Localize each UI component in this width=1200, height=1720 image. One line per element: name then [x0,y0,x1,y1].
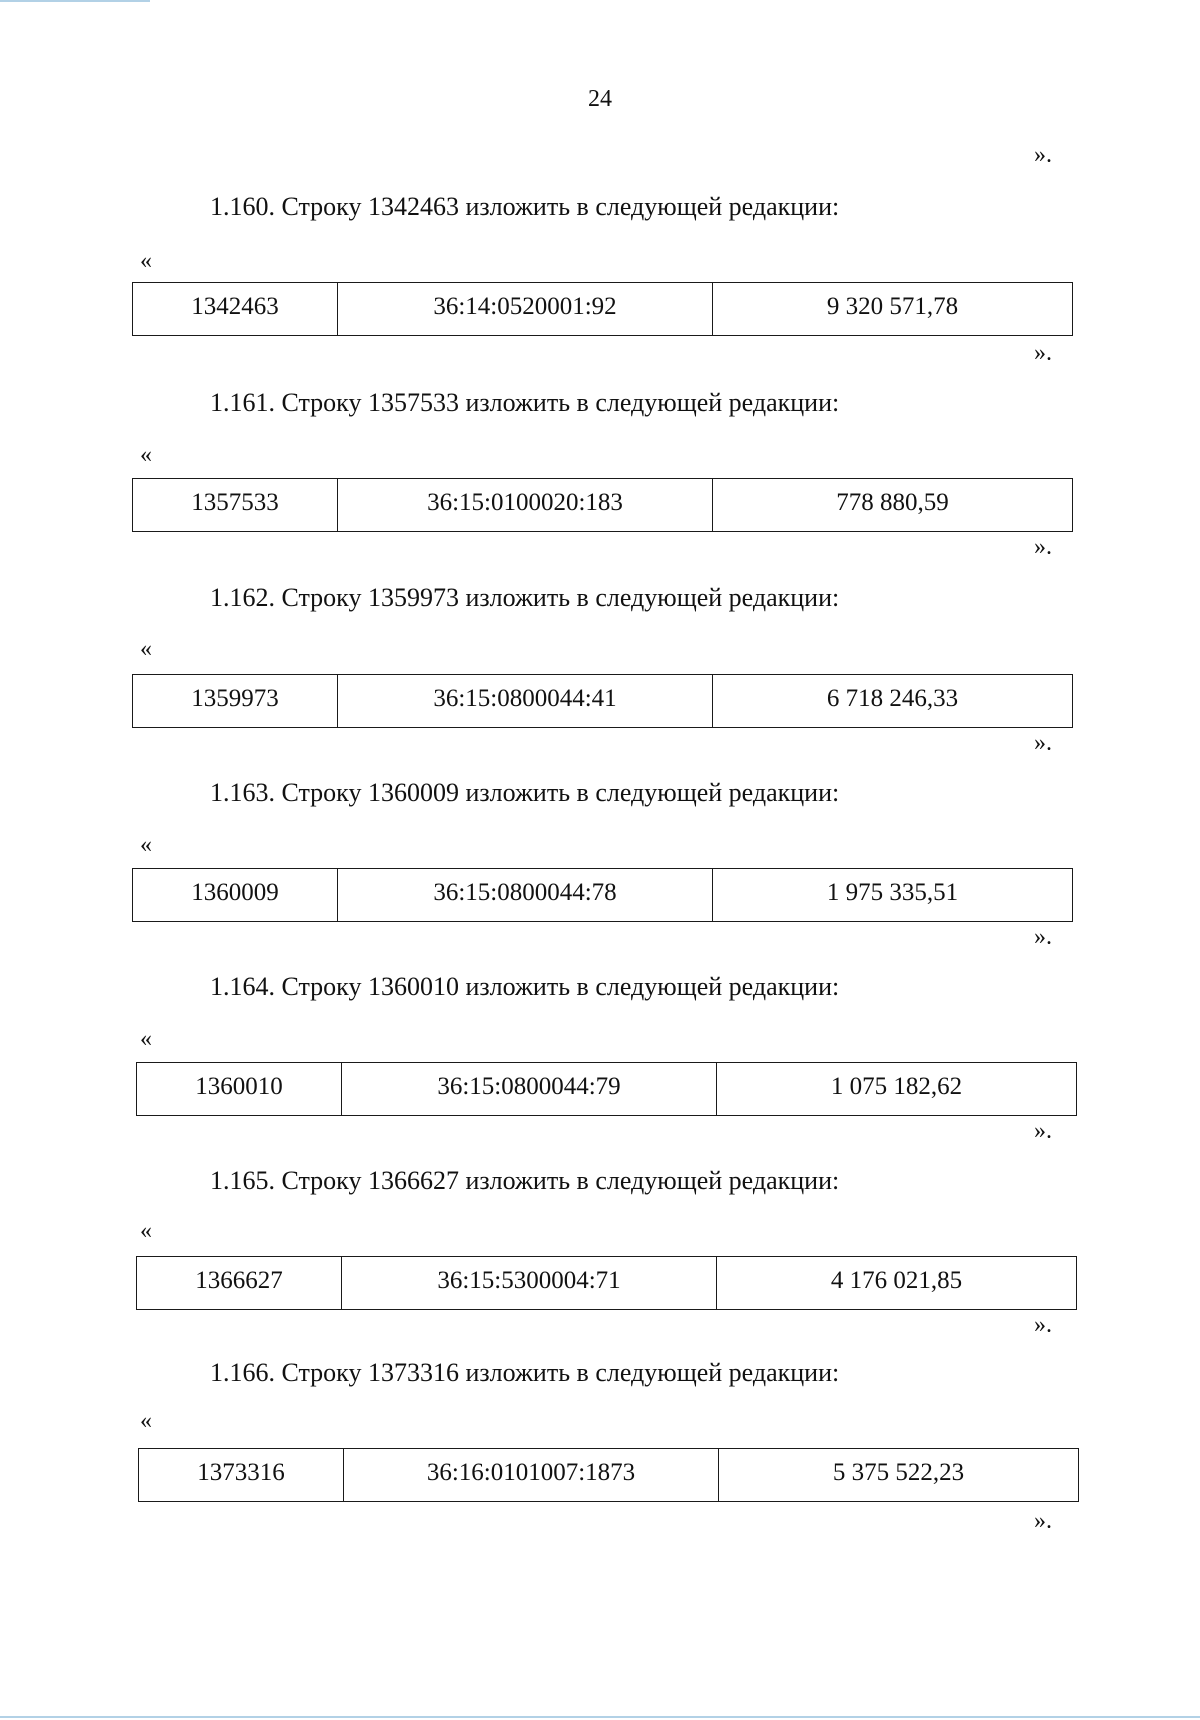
value-cell: 6 718 246,33 [713,675,1073,728]
value-cell: 1 975 335,51 [713,869,1073,922]
open-quote: « [140,248,152,274]
amendment-heading: 1.162. Строку 1359973 изложить в следующей редакции: [210,583,840,612]
amendment-heading: 1.160. Строку 1342463 изложить в следующей редакции: [210,192,840,221]
close-quote: ». [1034,1312,1052,1338]
table-row [133,479,1073,532]
open-quote: « [140,636,152,662]
amendment-table [132,868,1073,922]
amendment-heading: 1.164. Строку 1360010 изложить в следующей редакции: [210,972,840,1001]
open-quote: « [140,1218,152,1244]
close-quote: ». [1034,1508,1052,1534]
table-row [137,1063,1077,1116]
close-quote: ». [1034,730,1052,756]
amendment-heading: 1.161. Строку 1357533 изложить в следующей редакции: [210,388,840,417]
amendment-heading: 1.163. Строку 1360009 изложить в следующей редакции: [210,778,840,807]
amendment-table [136,1256,1077,1310]
row-number-cell: 1360010 [137,1063,342,1116]
cadastral-number-cell: 36:15:5300004:71 [342,1257,717,1310]
open-quote: « [140,1408,152,1434]
value-cell: 9 320 571,78 [713,283,1073,336]
row-number-cell: 1373316 [139,1449,344,1502]
amendment-table [136,1062,1077,1116]
amendment-heading: 1.166. Строку 1373316 изложить в следующей редакции: [210,1358,840,1387]
table-row [133,869,1073,922]
table-row [133,283,1073,336]
cadastral-number-cell: 36:14:0520001:92 [338,283,713,336]
row-number-cell: 1359973 [133,675,338,728]
row-number-cell: 1342463 [133,283,338,336]
table-row [133,675,1073,728]
amendment-table [138,1448,1079,1502]
row-number-cell: 1360009 [133,869,338,922]
close-quote: ». [1034,142,1052,168]
page-number: 24 [588,86,612,112]
table-row [139,1449,1079,1502]
value-cell: 4 176 021,85 [717,1257,1077,1310]
amendment-table [132,282,1073,336]
open-quote: « [140,442,152,468]
value-cell: 778 880,59 [713,479,1073,532]
amendment-heading: 1.165. Строку 1366627 изложить в следующей редакции: [210,1166,840,1195]
cadastral-number-cell: 36:15:0100020:183 [338,479,713,532]
amendment-table [132,674,1073,728]
open-quote: « [140,1026,152,1052]
cadastral-number-cell: 36:15:0800044:79 [342,1063,717,1116]
close-quote: ». [1034,340,1052,366]
row-number-cell: 1366627 [137,1257,342,1310]
open-quote: « [140,832,152,858]
cadastral-number-cell: 36:15:0800044:41 [338,675,713,728]
value-cell: 1 075 182,62 [717,1063,1077,1116]
table-row [137,1257,1077,1310]
scan-edge-mark [0,1716,1200,1718]
row-number-cell: 1357533 [133,479,338,532]
value-cell: 5 375 522,23 [719,1449,1079,1502]
cadastral-number-cell: 36:15:0800044:78 [338,869,713,922]
close-quote: ». [1034,924,1052,950]
cadastral-number-cell: 36:16:0101007:1873 [344,1449,719,1502]
amendment-table [132,478,1073,532]
close-quote: ». [1034,534,1052,560]
scan-edge-mark [0,0,150,2]
close-quote: ». [1034,1118,1052,1144]
